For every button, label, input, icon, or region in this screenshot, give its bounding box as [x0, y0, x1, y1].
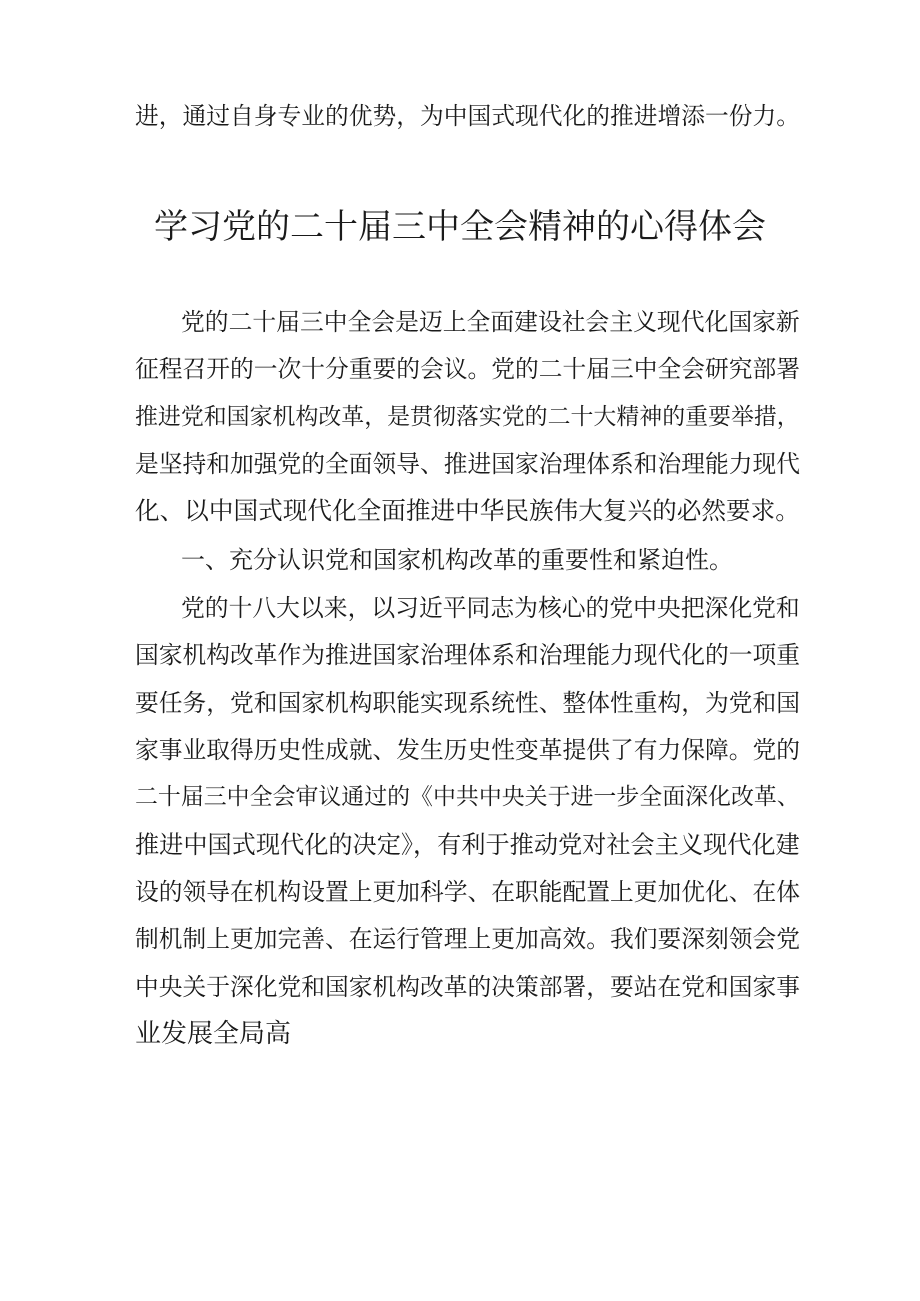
paragraph-line: 设的领导在机构设置上更加科学、在职能配置上更加优化、在体 — [135, 878, 801, 906]
carryover-line: 进，通过自身专业的优势，为中国式现代化的推进增添一份力。 — [135, 102, 801, 130]
paragraph-line: 中央关于深化党和国家机构改革的决策部署，要站在党和国家事 — [135, 973, 801, 1001]
paragraph-line: 二十届三中全会审议通过的《中共中央关于进一步全面深化改革、 — [135, 784, 800, 810]
paragraph-line: 国家机构改革作为推进国家治理体系和治理能力现代化的一项重 — [135, 641, 801, 669]
paragraph-line: 家事业取得历史性成就、发生历史性变革提供了有力保障。党的 — [135, 736, 801, 764]
paragraph-line: 制机制上更加完善、在运行管理上更加高效。我们要深刻领会党 — [135, 925, 801, 953]
paragraph-line: 推进党和国家机构改革，是贯彻落实党的二十大精神的重要举措， — [135, 404, 800, 430]
page-title: 学习党的二十届三中全会精神的心得体会 — [154, 207, 766, 247]
paragraph-line: 党的十八大以来，以习近平同志为核心的党中央把深化党和 — [181, 594, 800, 622]
paragraph-line: 征程召开的一次十分重要的会议。党的二十届三中全会研究部署 — [135, 355, 801, 383]
paragraph-line: 推进中国式现代化的决定》，有利于推动党对社会主义现代化建 — [135, 831, 800, 859]
paragraph-line: 是坚持和加强党的全面领导、推进国家治理体系和治理能力现代 — [135, 450, 801, 478]
section-heading: 一、充分认识党和国家机构改革的重要性和紧迫性。 — [181, 546, 733, 574]
paragraph-line: 业发展全局高 — [135, 1019, 292, 1049]
paragraph-line: 化、以中国式现代化全面推进中华民族伟大复兴的必然要求。 — [135, 496, 800, 525]
paragraph-line: 党的二十届三中全会是迈上全面建设社会主义现代化国家新 — [181, 308, 800, 336]
paragraph-line: 要任务，党和国家机构职能实现系统性、整体性重构，为党和国 — [135, 689, 801, 717]
